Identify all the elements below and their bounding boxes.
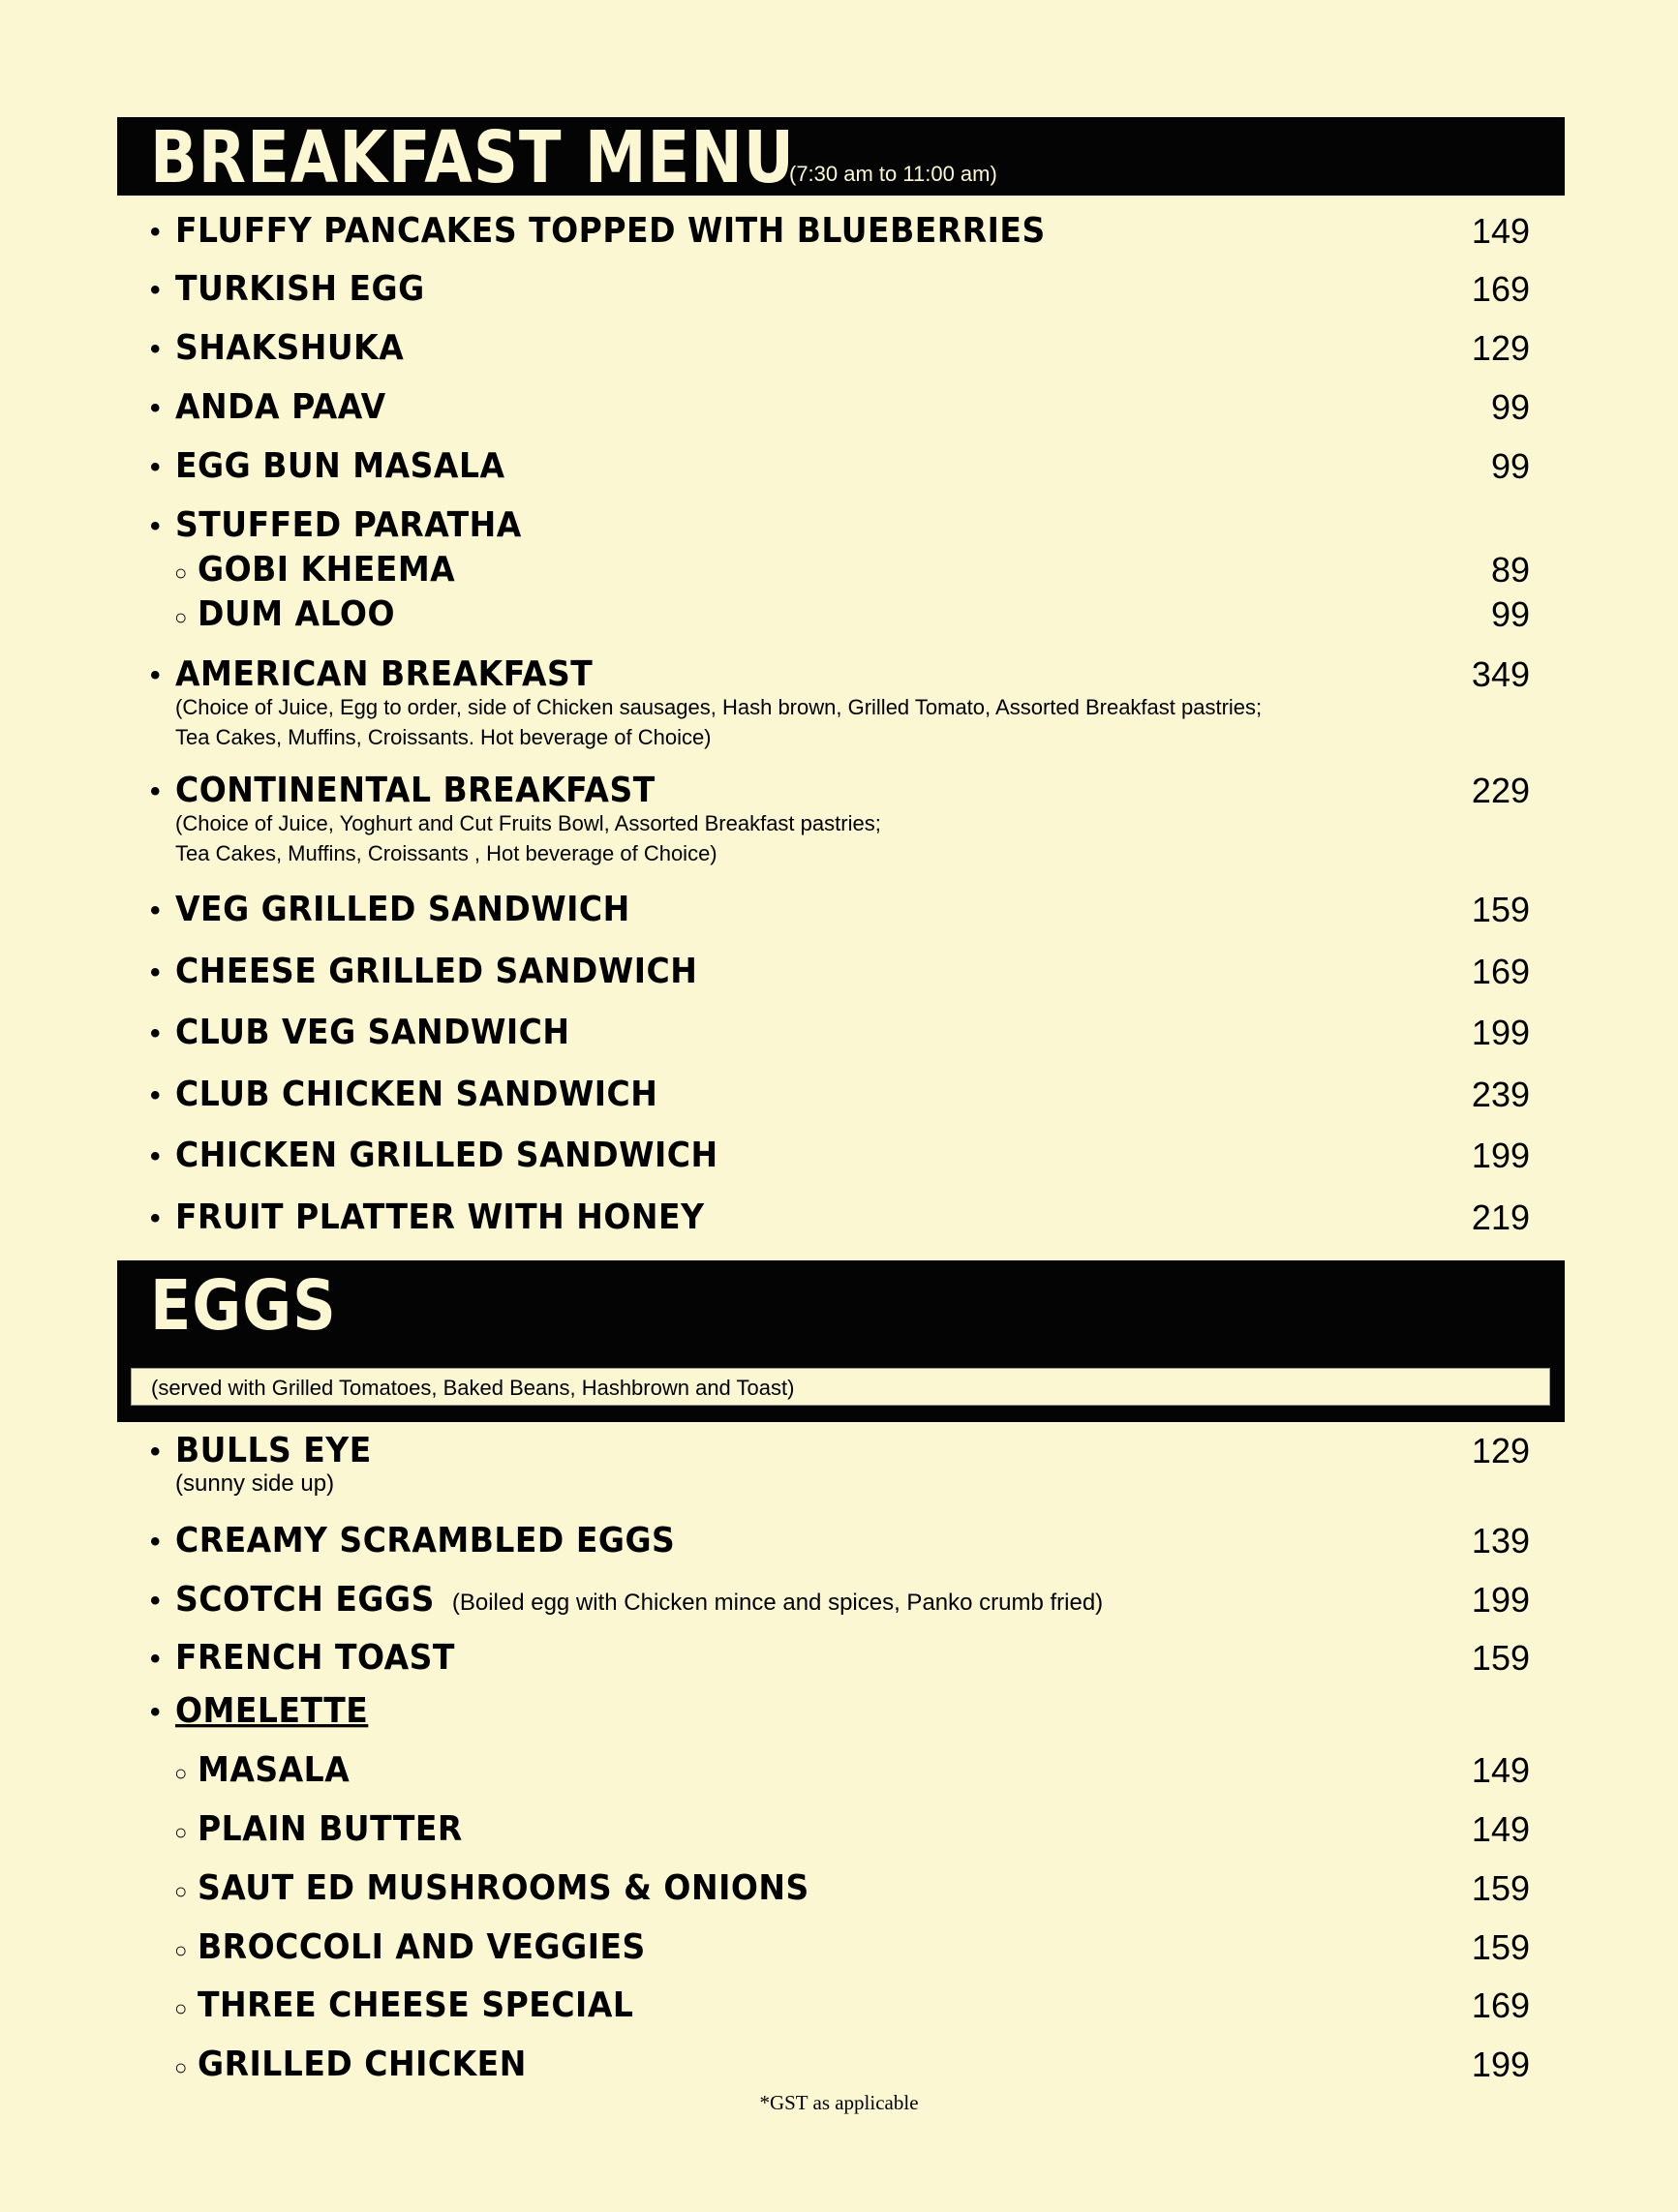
- item-price: 199: [1471, 2045, 1530, 2084]
- item-name: SHAKSHUKA: [175, 326, 405, 368]
- item-name: VEG GRILLED SANDWICH: [175, 888, 630, 929]
- bullet-icon: •: [150, 1079, 161, 1111]
- breakfast-menu-title: BREAKFAST MENU: [150, 117, 795, 200]
- menu-subitem: [174, 1985, 1530, 2023]
- item-description: (Boiled egg with Chicken mince and spices, Panko crumb fried): [451, 1590, 1104, 1616]
- bullet-icon: •: [150, 333, 161, 365]
- bullet-icon: •: [150, 510, 161, 542]
- item-name: CLUB CHICKEN SANDWICH: [175, 1073, 658, 1114]
- menu-item: [150, 505, 1530, 543]
- item-price: 129: [1471, 328, 1530, 368]
- item-description: Tea Cakes, Muffins, Croissants. Hot beverage of Choice): [175, 725, 712, 749]
- bullet-icon: •: [150, 216, 161, 248]
- menu-item: [150, 1075, 1530, 1112]
- bullet-icon: •: [150, 956, 161, 988]
- eggs-header: [117, 1260, 1565, 1422]
- item-name: DUM ALOO: [198, 592, 396, 634]
- item-name: BROCCOLI AND VEGGIES: [198, 1925, 646, 1967]
- item-name: CHEESE GRILLED SANDWICH: [175, 950, 698, 991]
- item-price: 149: [1471, 211, 1530, 251]
- menu-item: [150, 1431, 1530, 1499]
- bullet-icon: •: [150, 1526, 161, 1558]
- menu-subitem: [174, 1868, 1530, 1906]
- item-description: (Choice of Juice, Yoghurt and Cut Fruits Bowl, Assorted Breakfast pastries;: [175, 811, 881, 835]
- item-price: 89: [1490, 550, 1530, 590]
- item-name: SCOTCH EGGS: [175, 1578, 435, 1620]
- menu-item: [150, 952, 1530, 989]
- item-name: GOBI KHEEMA: [198, 548, 456, 590]
- item-price: 159: [1471, 1638, 1530, 1678]
- menu-item: [150, 211, 1530, 249]
- item-price: 169: [1471, 269, 1530, 309]
- menu-item: [150, 1580, 1530, 1618]
- bullet-icon: •: [150, 1696, 161, 1728]
- item-name: BULLS EYE: [175, 1429, 372, 1470]
- item-name: CLUB VEG SANDWICH: [175, 1011, 570, 1052]
- bullet-icon: •: [150, 1436, 161, 1468]
- item-price: 149: [1471, 1809, 1530, 1849]
- item-name: CREAMY SCRAMBLED EGGS: [175, 1519, 676, 1561]
- sub-bullet-icon: ○: [174, 1879, 188, 1903]
- item-name: AMERICAN BREAKFAST: [175, 652, 594, 694]
- breakfast-hours: (7:30 am to 11:00 am): [789, 162, 997, 186]
- item-price: 349: [1471, 654, 1530, 694]
- item-price: 239: [1471, 1075, 1530, 1114]
- menu-subitem: [174, 550, 1530, 588]
- bullet-icon: •: [150, 1017, 161, 1049]
- item-name: CONTINENTAL BREAKFAST: [175, 769, 656, 810]
- menu-item: [150, 269, 1530, 307]
- item-name: THREE CHEESE SPECIAL: [198, 1984, 634, 2025]
- bullet-icon: •: [150, 1585, 161, 1617]
- bullet-icon: •: [150, 659, 161, 691]
- item-price: 149: [1471, 1750, 1530, 1790]
- menu-subitem: [174, 1809, 1530, 1847]
- item-name: TURKISH EGG: [175, 267, 425, 309]
- menu-item: [150, 1013, 1530, 1050]
- bullet-icon: •: [150, 274, 161, 306]
- bullet-icon: •: [150, 1202, 161, 1234]
- item-name: EGG BUN MASALA: [175, 444, 505, 486]
- sub-bullet-icon: ○: [174, 1820, 188, 1844]
- gst-note: *GST as applicable: [759, 2091, 919, 2114]
- item-name: CHICKEN GRILLED SANDWICH: [175, 1134, 718, 1175]
- item-name: GRILLED CHICKEN: [198, 2043, 527, 2084]
- menu-item: [150, 1136, 1530, 1173]
- item-price: 169: [1471, 1985, 1530, 2025]
- bullet-icon: •: [150, 775, 161, 807]
- menu-item: [150, 446, 1530, 484]
- item-price: 169: [1471, 952, 1530, 991]
- menu-item: [150, 387, 1530, 425]
- item-price: 99: [1490, 387, 1530, 427]
- menu-item: [150, 654, 1530, 752]
- item-name: FRENCH TOAST: [175, 1636, 455, 1678]
- item-name: STUFFED PARATHA: [175, 503, 522, 545]
- item-price: 99: [1490, 446, 1530, 486]
- item-name: SAUT ED MUSHROOMS & ONIONS: [198, 1866, 809, 1908]
- menu-item: [150, 1638, 1530, 1676]
- item-price: 219: [1471, 1197, 1530, 1237]
- bullet-icon: •: [150, 451, 161, 483]
- item-price: 159: [1471, 1868, 1530, 1908]
- item-price: 139: [1471, 1521, 1530, 1561]
- bullet-icon: •: [150, 1643, 161, 1675]
- item-name: FLUFFY PANCAKES TOPPED WITH BLUEBERRIES: [175, 209, 1046, 251]
- item-description: (sunny side up): [175, 1470, 335, 1497]
- menu-subitem: [174, 1927, 1530, 1965]
- sub-bullet-icon: ○: [174, 561, 188, 585]
- menu-item: [150, 1521, 1530, 1559]
- item-price: 199: [1471, 1580, 1530, 1620]
- breakfast-menu-header: [117, 117, 1565, 200]
- item-name: ANDA PAAV: [175, 385, 386, 427]
- sub-bullet-icon: ○: [174, 1761, 188, 1785]
- menu-subitem: [174, 594, 1530, 632]
- item-description: (Choice of Juice, Egg to order, side of Chicken sausages, Hash brown, Grilled Tomato, Assorted Breakfast pastries;: [175, 695, 1263, 719]
- bullet-icon: •: [150, 894, 161, 926]
- menu-item: [150, 1197, 1530, 1235]
- item-price: 159: [1471, 890, 1530, 929]
- menu-subitem: [174, 1750, 1530, 1788]
- item-price: 229: [1471, 771, 1530, 810]
- bullet-icon: •: [150, 1140, 161, 1172]
- item-price: 99: [1490, 594, 1530, 634]
- item-description: Tea Cakes, Muffins, Croissants , Hot beverage of Choice): [175, 841, 717, 865]
- bullet-icon: •: [150, 392, 161, 424]
- menu-subitem: [174, 2045, 1530, 2082]
- item-price: 159: [1471, 1927, 1530, 1967]
- eggs-served-with-note: (served with Grilled Tomatoes, Baked Beans, Hashbrown and Toast): [131, 1368, 1550, 1406]
- menu-item: [150, 328, 1530, 366]
- menu-item: [150, 1691, 1530, 1729]
- menu-item: [150, 890, 1530, 927]
- sub-bullet-icon: ○: [174, 2055, 188, 2079]
- item-name: FRUIT PLATTER WITH HONEY: [175, 1196, 705, 1237]
- sub-bullet-icon: ○: [174, 1996, 188, 2020]
- eggs-title: EGGS: [150, 1264, 337, 1347]
- menu-item: [150, 771, 1530, 868]
- item-price: 199: [1471, 1136, 1530, 1175]
- item-price: 199: [1471, 1013, 1530, 1052]
- item-name: OMELETTE: [175, 1689, 369, 1731]
- sub-bullet-icon: ○: [174, 605, 188, 629]
- sub-bullet-icon: ○: [174, 1938, 188, 1962]
- item-name: MASALA: [198, 1748, 351, 1790]
- item-price: 129: [1471, 1431, 1530, 1470]
- item-name: PLAIN BUTTER: [198, 1807, 463, 1849]
